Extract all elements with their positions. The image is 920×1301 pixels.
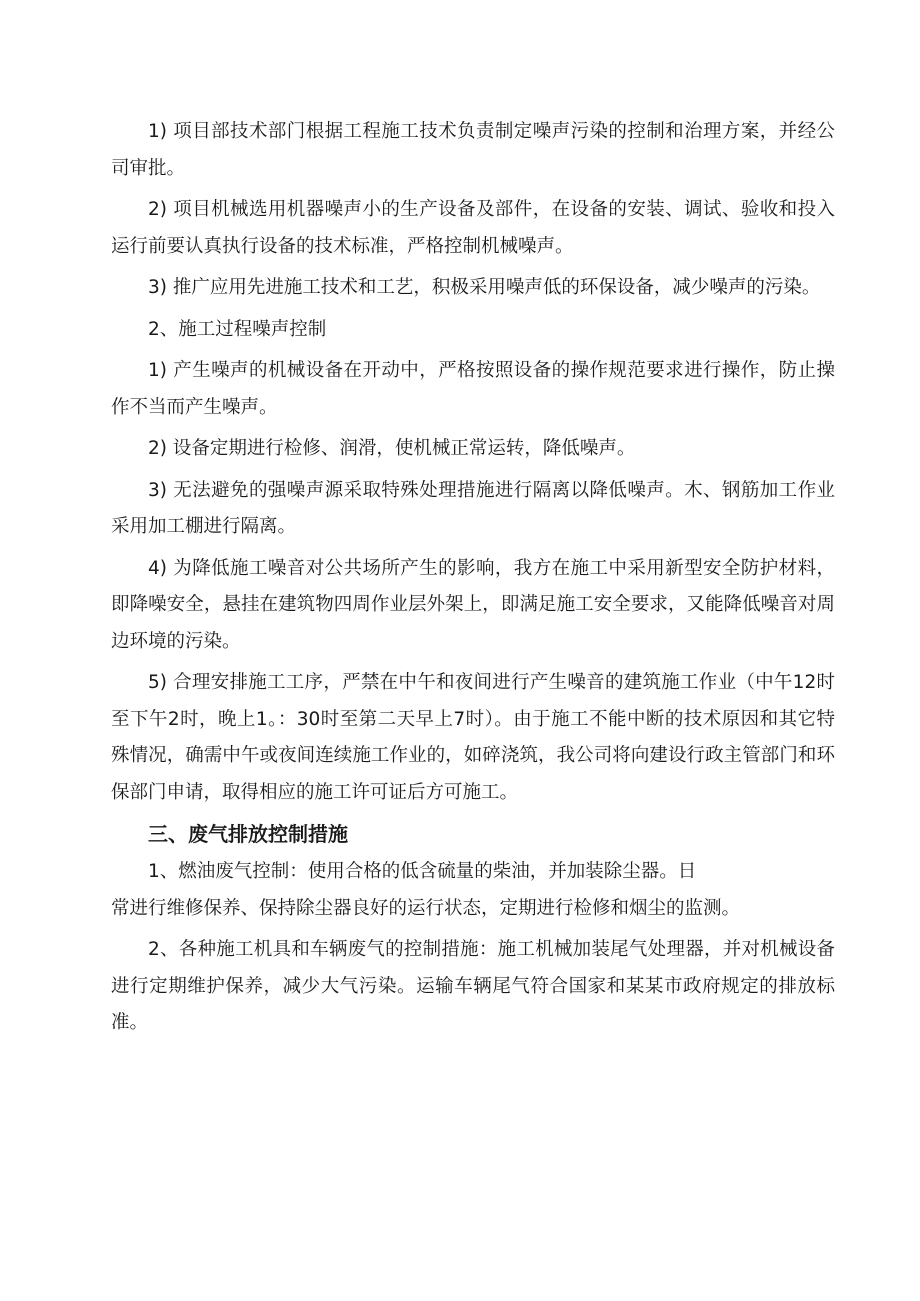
- process-noise-item-4: 4) 为降低施工噪音对公共场所产生的影响，我方在施工中采用新型安全防护材料，即降噪安全，悬挂在建筑物四周作业层外架上，即满足施工安全要求，又能降低噪音对周边环境的污染。: [111, 557, 835, 652]
- process-noise-item-5: 5) 合理安排施工工序，严禁在中午和夜间进行产生噪音的建筑施工作业（中午12时至下午2时，晚上1。：30时至第二天早上7时）。由于施工不能中断的技术原因和其它特殊情况，确需中午或夜间连续施工作业的，如碎浇筑，我公司将向建设行政主管部门和环保部门申请，取得相应的施工许可证后方可施工。: [111, 672, 835, 803]
- document-body: [111, 114, 835, 1047]
- exhaust-item-1: [111, 854, 835, 927]
- process-noise-item-2: 2) 设备定期进行检修、润滑，使机械正常运转，降低噪声。: [148, 438, 636, 459]
- noise-item-1: 1) 项目部技术部门根据工程施工技术负责制定噪声污染的控制和治理方案，并经公司审批。: [111, 121, 835, 179]
- exhaust-item-1-line-2: 常进行维修保养、保持除尘器良好的运行状态，定期进行检修和烟尘的监测。: [111, 897, 741, 919]
- exhaust-item-1-line-1: 1、燃油废气控制：使用合格的低含硫量的柴油，并加装除尘器。日: [148, 861, 697, 882]
- noise-item-3: 3) 推广应用先进施工技术和工艺，积极采用噪声低的环保设备，减少噪声的污染。: [148, 277, 821, 298]
- noise-item-2: 2) 项目机械选用机器噪声小的生产设备及部件，在设备的安装、调试、验收和投入运行前要认真执行设备的技术标准，严格控制机械噪声。: [111, 199, 835, 257]
- process-noise-title: 2、施工过程噪声控制: [148, 318, 327, 340]
- process-noise-item-3: 3) 无法避免的强噪声源采取特殊处理措施进行隔离以降低噪声。木、钢筋加工作业采用加工棚进行隔离。: [111, 479, 835, 537]
- exhaust-item-2: 2、各种施工机具和车辆废气的控制措施：施工机械加装尾气处理器，并对机械设备进行定期维护保养，减少大气污染。运输车辆尾气符合国家和某某市政府规定的排放标准。: [111, 939, 835, 1033]
- exhaust-heading: 三、废气排放控制措施: [148, 822, 348, 846]
- process-noise-item-1: 1) 产生噪声的机械设备在开动中，严格按照设备的操作规范要求进行操作，防止操作不当而产生噪声。: [111, 360, 835, 418]
